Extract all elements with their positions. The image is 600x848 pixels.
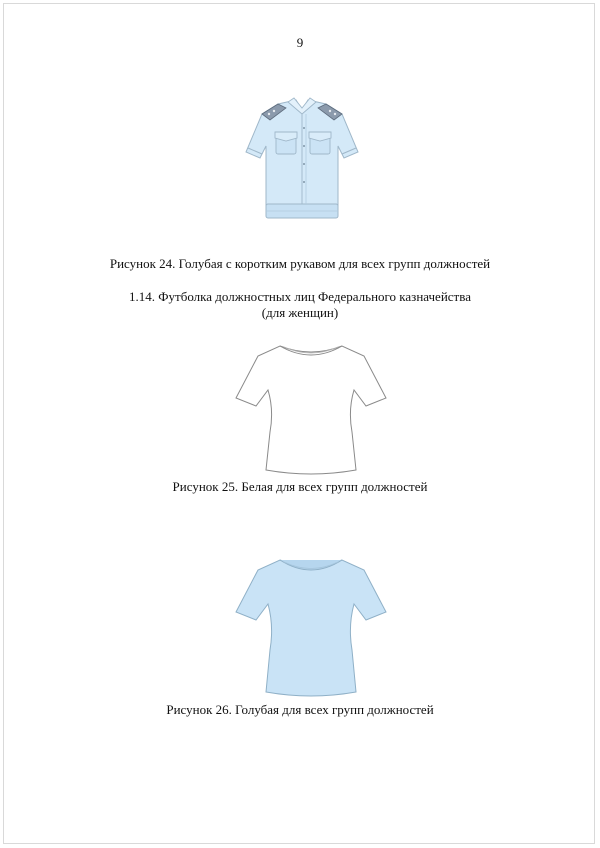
tshirt-icon xyxy=(232,334,390,478)
short-sleeve-shirt-icon xyxy=(238,88,366,236)
figure-caption: Рисунок 24. Голубая с коротким рукавом для всех групп должностей xyxy=(109,256,491,271)
shirt-illustration xyxy=(238,88,366,236)
section-subtitle: (для женщин) xyxy=(261,305,339,320)
figure-caption: Рисунок 26. Голубая для всех групп должностей xyxy=(166,702,434,717)
white-tshirt-illustration xyxy=(232,334,390,478)
figure-caption: Рисунок 25. Белая для всех групп должностей xyxy=(172,479,428,494)
blue-tshirt-illustration xyxy=(232,548,390,700)
page-number: 9 xyxy=(296,35,304,50)
section-title: 1.14. Футболка должностных лиц Федерального казначейства xyxy=(129,289,471,304)
tshirt-icon xyxy=(232,548,390,700)
